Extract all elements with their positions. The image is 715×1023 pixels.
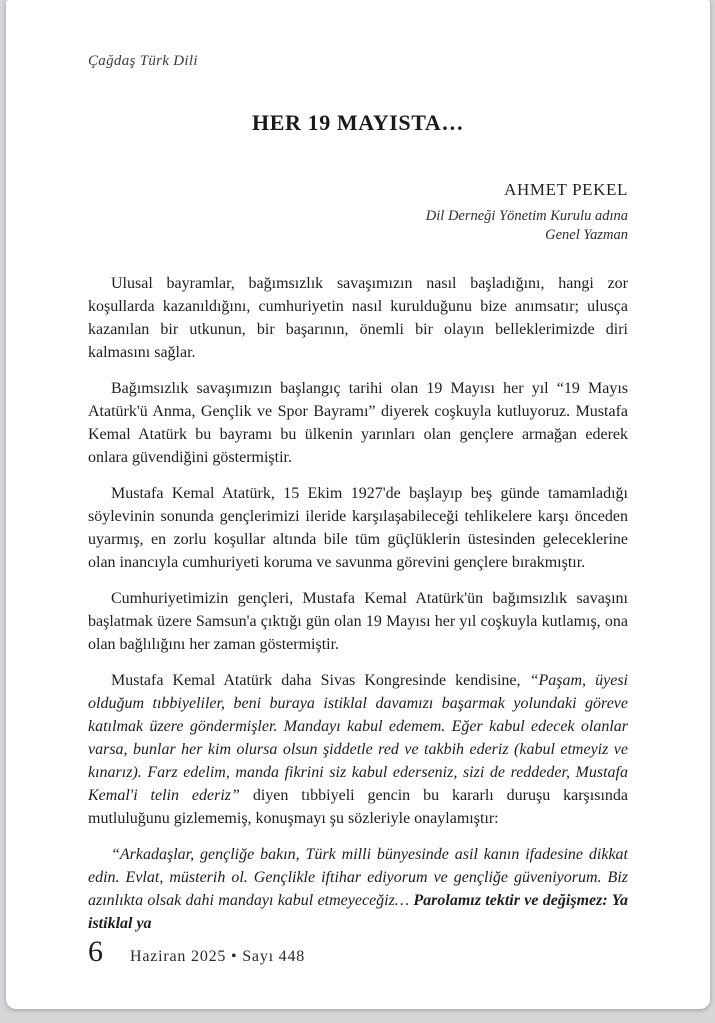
article-body — [88, 272, 628, 935]
paragraph-6-run-2-motto: Parolamız tektir ve değişmez: Ya istiklal ya — [88, 892, 629, 932]
paragraph-2-run-1: Bağımsızlık savaşımızın başlangıç tarihi olan 19 Mayısı her yıl “19 Mayıs Atatürk'ü Anma, Gençlik ve Spor Bayramı” diyerek coşkuyla kutluyoruz. Mustafa Kemal Atatürk bu bayramı bu ülkenin yarınları olan gençlere armağan ederek onlara güvendiğini göstermiştir. — [88, 380, 628, 466]
paragraph-3 — [88, 482, 628, 574]
paragraph-4-run-1: Cumhuriyetimizin gençleri, Mustafa Kemal Atatürk'ün bağımsızlık savaşını başlatmak üzere Samsun'a çıktığı gün olan 19 Mayısı her yıl coşkuyla kutlamış, ona olan bağlılığını her zaman göstermiştir. — [88, 590, 628, 653]
page-sheet — [6, 0, 710, 1009]
author-name: AHMET PEKEL — [504, 180, 628, 199]
page-footer — [88, 937, 305, 967]
paragraph-3-run-1: Mustafa Kemal Atatürk, 15 Ekim 1927'de başlayıp beş günde tamamladığı söylevinin sonunda gençlerimizi ileride karşılaşabileceği tehlikelere karşı önceden uyarmış, en zorlu koşullar altında bile tüm güçlüklerin üstesinden geleceklerine olan inancıyla cumhuriyeti koruma ve savunma görevini gençlere bırakmıştır. — [88, 485, 628, 571]
issue-info: Haziran 2025 • Sayı 448 — [130, 948, 306, 965]
paragraph-6 — [88, 843, 628, 935]
paragraph-6-run-1-quote: “Arkadaşlar, gençliğe bakın, Türk milli bünyesinde asil kanın ifadesine dikkat edin. Evlat, müsterih ol. Gençlikle iftihar ediyorum ve gençliğe güveniyorum. Biz azınlıkta olsak dahi mandayı kabul etmeyeceğiz… — [88, 846, 628, 909]
paragraph-1-run-1: Ulusal bayramlar, bağımsızlık savaşımızın nasıl başladığını, hangi zor koşullarda kazanıldığını, cumhuriyetin nasıl kurulduğunu bize anımsatır; ulusça kazanılan bir utkunun, bir başarının, önemli bir olayın belleklerimizde diri kalmasını sağlar. — [88, 275, 628, 361]
page-content — [88, 0, 628, 948]
author-role-line2: Genel Yazman — [545, 227, 628, 243]
byline — [88, 180, 628, 245]
journal-header: Çağdaş Türk Dili — [88, 53, 198, 69]
paragraph-4 — [88, 587, 628, 656]
paragraph-5-run-2-quote: “Paşam, üyesi olduğum tıbbiyeliler, beni buraya istiklal davamızı başarmak yolundaki göreve katılmak üzere göndermişler. Mandayı kabul edemem. Eğer kabul edecek olanlar varsa, bunlar her kim olursa olsun şiddetle red ve takbih ederiz (kabul etmeyiz ve kınarız). Farz edelim, manda fikrini siz kabul ederseniz, sizi de reddeder, Mustafa Kemal'i telin ederiz” — [88, 672, 629, 804]
author-role-line1: Dil Derneği Yönetim Kurulu adına — [425, 208, 628, 224]
paragraph-5 — [88, 669, 628, 830]
paragraph-1 — [88, 272, 628, 364]
author-role — [88, 207, 628, 245]
paragraph-2 — [88, 377, 628, 469]
paragraph-5-run-1: Mustafa Kemal Atatürk daha Sivas Kongresinde kendisine, — [111, 672, 530, 689]
page-number: 6 — [88, 935, 103, 968]
paragraph-5-run-3: diyen tıbbiyeli gencin bu kararlı duruşu karşısında mutluluğunu gizlememiş, konuşmayı şu sözleriyle onaylamıştır: — [88, 787, 629, 827]
article-title: HER 19 MAYISTA… — [252, 110, 464, 135]
